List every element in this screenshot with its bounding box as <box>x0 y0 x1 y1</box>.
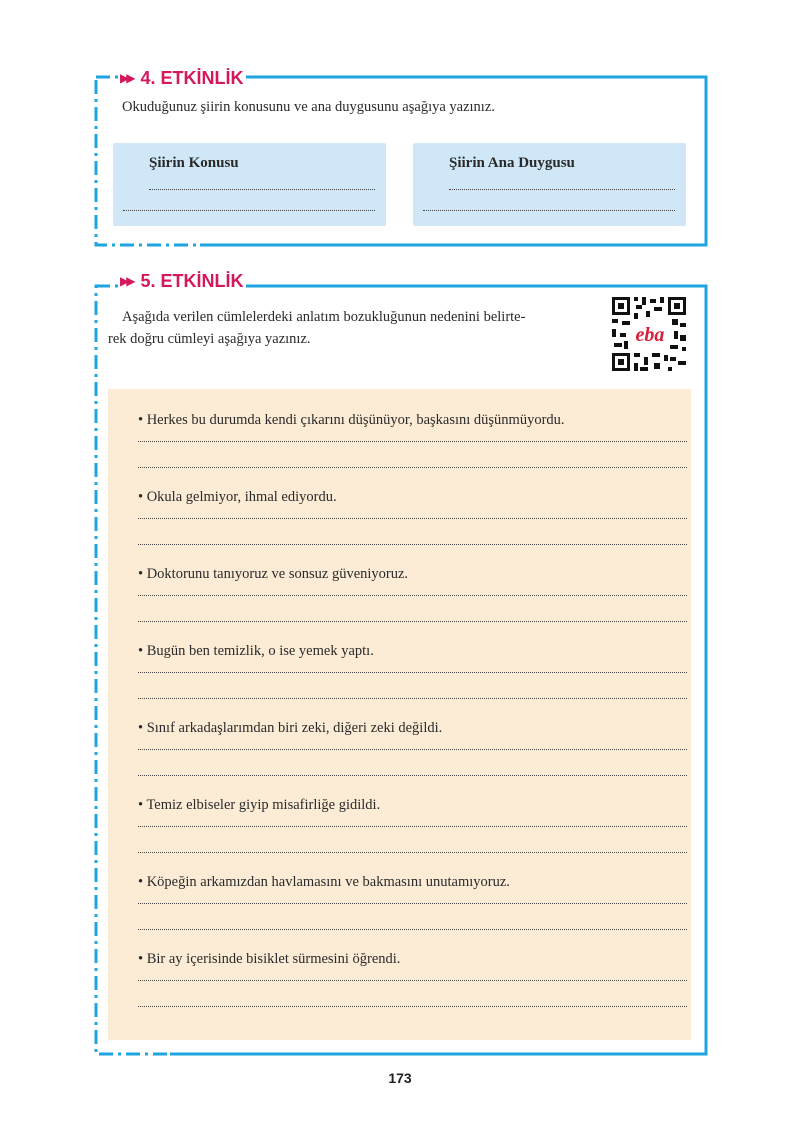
poem-emotion-heading: Şiirin Ana Duygusu <box>449 155 575 171</box>
activity-5-instruction-line-1: Aşağıda verilen cümlelerdeki anlatım bozukluğunun nedenini belirte- <box>122 309 526 325</box>
answer-line[interactable] <box>138 518 687 519</box>
answer-line[interactable] <box>138 903 687 904</box>
sentence-item: • Herkes bu durumda kendi çıkarını düşünüyor, başkasını düşünmüyordu. <box>138 412 565 428</box>
answer-line[interactable] <box>138 1006 687 1007</box>
eba-logo: eba <box>635 324 665 346</box>
sentence-item: • Okula gelmiyor, ihmal ediyordu. <box>138 489 337 505</box>
sentence-item: • Doktorunu tanıyoruz ve sonsuz güveniyoruz. <box>138 566 409 582</box>
qr-code-icon[interactable] <box>610 295 688 373</box>
double-chevron-right-icon: ▶▶ <box>120 71 133 85</box>
answer-line[interactable] <box>138 441 687 442</box>
answer-line[interactable] <box>138 749 687 750</box>
activity-5-title-text: 5. ETKİNLİK <box>140 271 244 291</box>
page-number: 173 <box>388 1070 412 1086</box>
answer-line[interactable] <box>138 698 687 699</box>
double-chevron-right-icon: ▶▶ <box>120 274 133 288</box>
answer-line[interactable] <box>138 826 687 827</box>
answer-line[interactable] <box>138 467 687 468</box>
sentence-item: • Temiz elbiseler giyip misafirliğe gidildi. <box>138 797 381 813</box>
activity-4-instruction: Okuduğunuz şiirin konusunu ve ana duygusunu aşağıya yazınız. <box>122 99 495 115</box>
activity-5-instruction-line-2: rek doğru cümleyi aşağıya yazınız. <box>108 331 311 347</box>
answer-line[interactable] <box>138 852 687 853</box>
answer-line[interactable] <box>138 595 687 596</box>
answer-line[interactable] <box>138 621 687 622</box>
sentence-item: • Bugün ben temizlik, o ise yemek yaptı. <box>138 643 374 659</box>
answer-line[interactable] <box>138 544 687 545</box>
poem-topic-heading: Şiirin Konusu <box>149 155 239 171</box>
sentence-item: • Köpeğin arkamızdan havlamasını ve bakmasını unutamıyoruz. <box>138 874 510 890</box>
activity-5-title <box>118 271 246 291</box>
answer-line[interactable] <box>138 672 687 673</box>
answer-panel <box>108 389 691 1040</box>
activity-4-title-text: 4. ETKİNLİK <box>140 68 244 88</box>
answer-line[interactable] <box>138 980 687 981</box>
sentence-item: • Bir ay içerisinde bisiklet sürmesini öğrendi. <box>138 951 401 967</box>
sentence-item: • Sınıf arkadaşlarımdan biri zeki, diğeri zeki değildi. <box>138 720 443 736</box>
answer-line[interactable] <box>138 775 687 776</box>
answer-line[interactable] <box>138 929 687 930</box>
